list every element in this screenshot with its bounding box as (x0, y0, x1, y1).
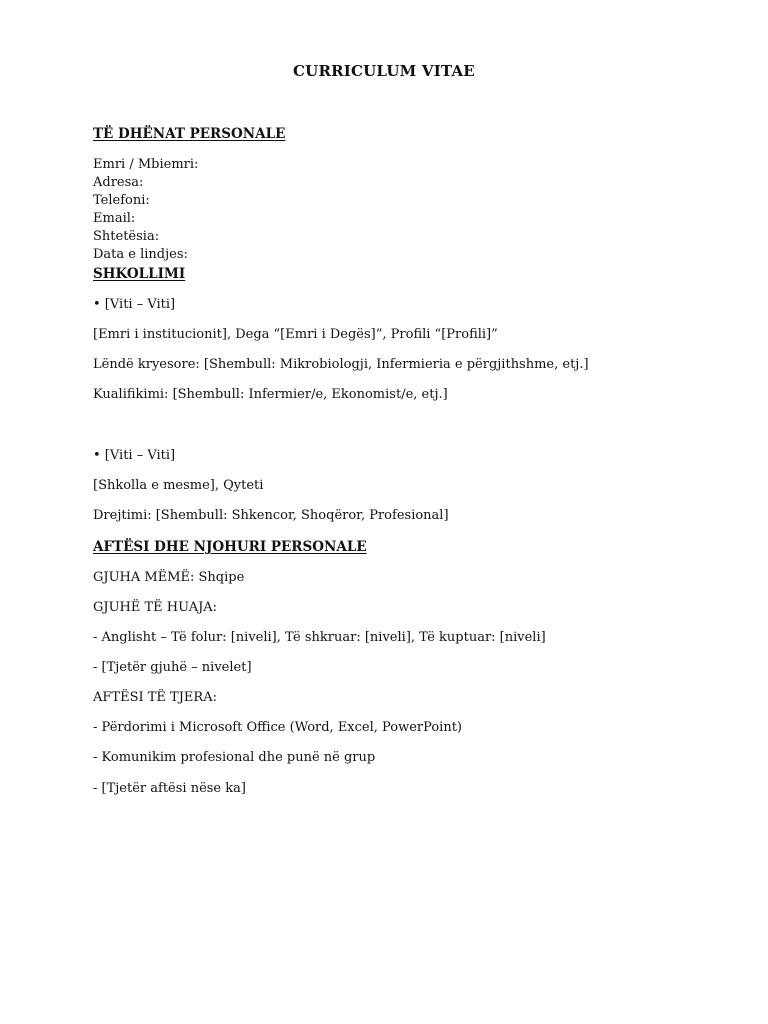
section-heading-skills: AFTËSI DHE NJOHURI PERSONALE (93, 539, 367, 555)
education-entry-subjects: Lëndë kryesore: [Shembull: Mikrobiologji, Infermieria e përgjithshme, etj.] (93, 357, 589, 372)
education-entry-institution: [Emri i institucionit], Dega “[Emri i Degës]”, Profili “[Profili]” (93, 327, 498, 342)
skills-mother-tongue: GJUHA MËMË: Shqipe (93, 570, 245, 585)
section-heading-personal: TË DHËNAT PERSONALE (93, 126, 286, 142)
skills-language-other: - [Tjetër gjuhë – nivelet] (93, 660, 252, 675)
field-birthdate: Data e lindjes: (93, 247, 188, 262)
education-entry2-direction: Drejtimi: [Shembull: Shkencor, Shoqëror, Profesional] (93, 508, 449, 523)
field-address: Adresa: (93, 175, 144, 190)
skills-other-label: AFTËSI TË TJERA: (93, 690, 217, 705)
skills-foreign-languages-label: GJUHË TË HUAJA: (93, 600, 218, 615)
field-name: Emri / Mbiemri: (93, 157, 199, 172)
field-citizenship: Shtetësia: (93, 229, 160, 244)
field-email: Email: (93, 211, 136, 226)
field-phone: Telefoni: (93, 193, 150, 208)
skills-other-office: - Përdorimi i Microsoft Office (Word, Excel, PowerPoint) (93, 720, 462, 735)
section-heading-education: SHKOLLIMI (93, 266, 186, 282)
skills-language-english: - Anglisht – Të folur: [niveli], Të shkruar: [niveli], Të kuptuar: [niveli] (93, 630, 546, 645)
skills-other-communication: - Komunikim profesional dhe punë në grup (93, 750, 376, 765)
education-entry2-school: [Shkolla e mesme], Qyteti (93, 478, 264, 493)
education-entry-qualification: Kualifikimi: [Shembull: Infermier/e, Ekonomist/e, etj.] (93, 387, 448, 402)
document-title: CURRICULUM VITAE (293, 62, 475, 80)
education-entry-years: • [Viti – Viti] (93, 297, 176, 312)
skills-other-more: - [Tjetër aftësi nëse ka] (93, 781, 246, 796)
education-entry2-years: • [Viti – Viti] (93, 448, 176, 463)
